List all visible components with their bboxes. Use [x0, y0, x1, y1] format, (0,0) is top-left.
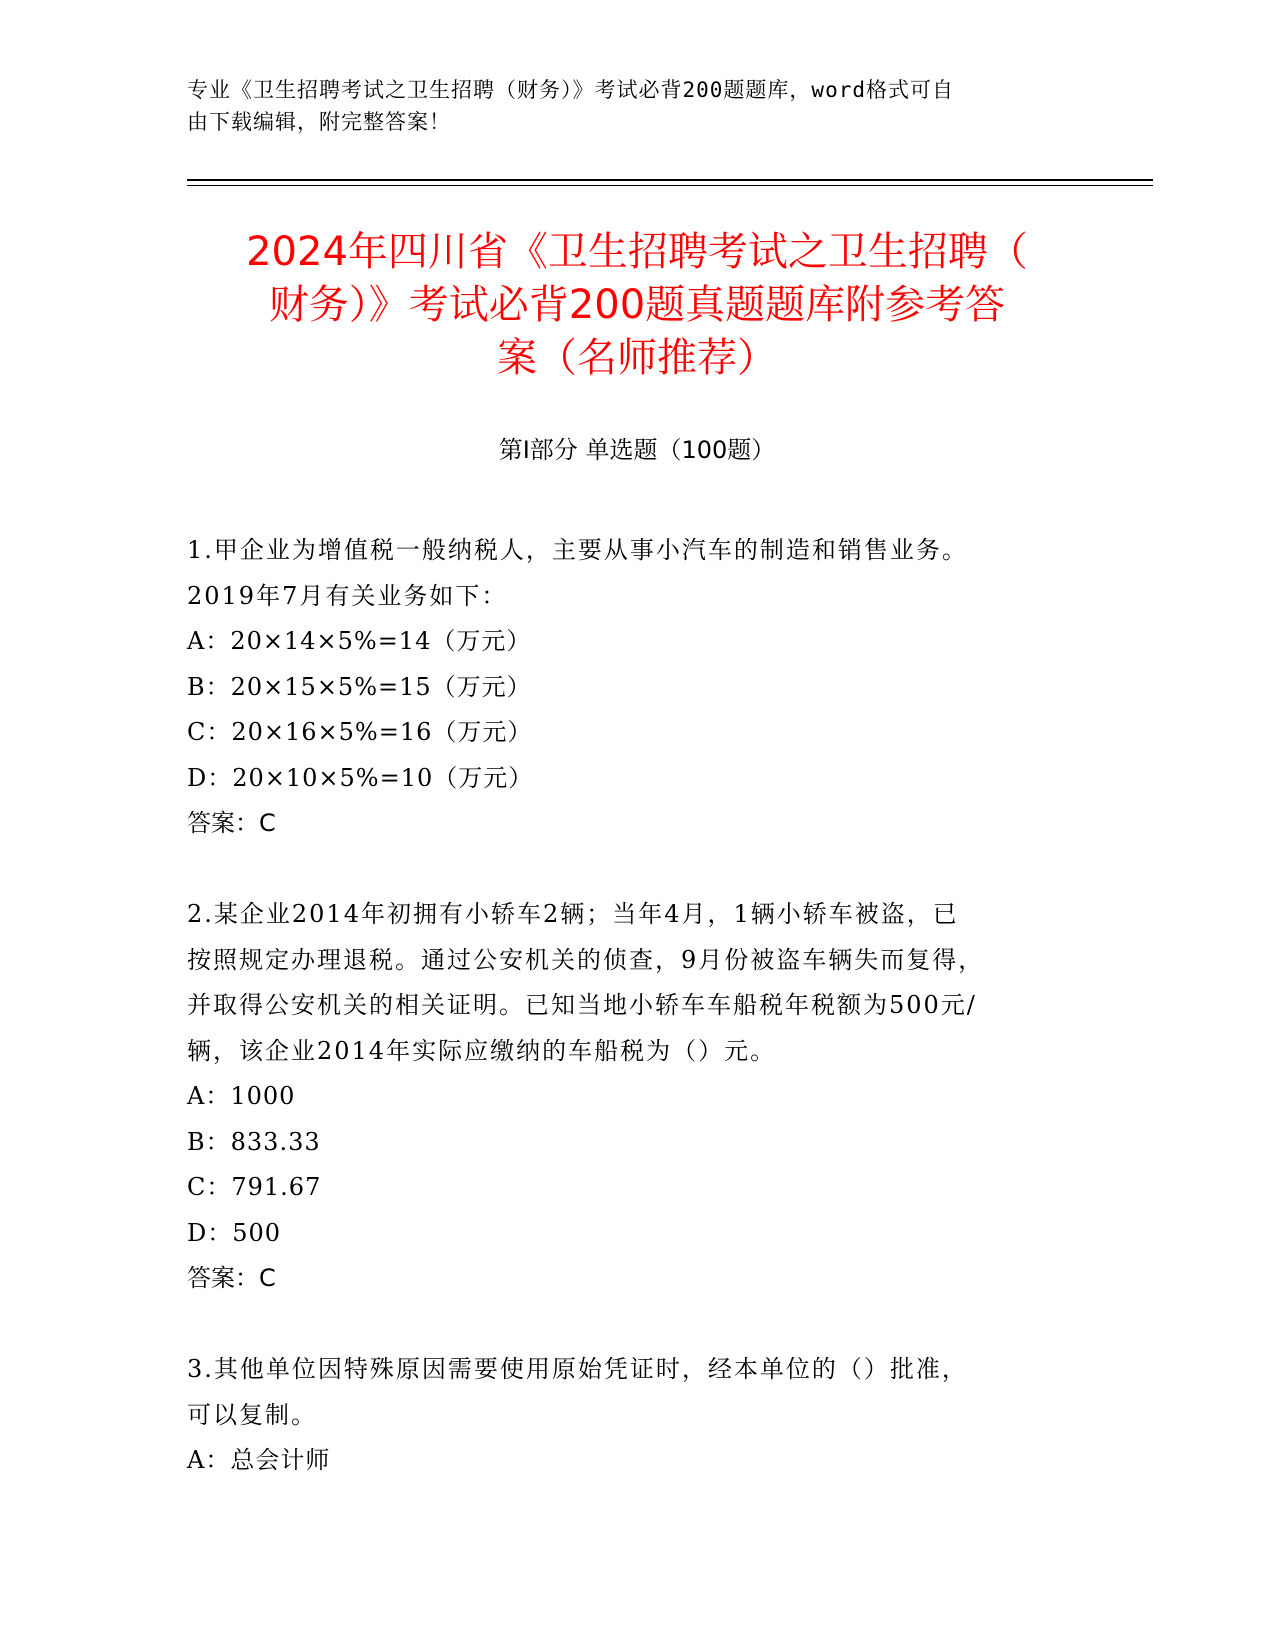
title-line: 财务）》考试必背200题真题题库附参考答 — [268, 282, 1006, 328]
header-note-line: 由下载编辑，附完整答案！ — [187, 110, 451, 134]
option-a: A：总会计师 — [187, 1446, 331, 1474]
option-b: B：833.33 — [187, 1127, 321, 1156]
answer: 答案：C — [187, 809, 276, 837]
question-stem-line: 2.某企业2014年初拥有小轿车2辆；当年4月，1辆小轿车被盗，已 — [187, 900, 959, 928]
question-stem-line: 辆，该企业2014年实际应缴纳的车船税为（）元。 — [187, 1036, 777, 1065]
option-a: A：1000 — [187, 1082, 296, 1110]
header-note-line: 专业《卫生招聘考试之卫生招聘（财务）》考试必背200题题库，word格式可自 — [187, 78, 954, 102]
answer: 答案：C — [187, 1264, 276, 1292]
option-c: C：20×16×5%=16（万元） — [187, 718, 533, 746]
document-title — [187, 226, 1087, 385]
header-rule-thin — [187, 185, 1153, 186]
title-line: 2024年四川省《卫生招聘考试之卫生招聘（ — [246, 229, 1028, 275]
option-d: D：500 — [187, 1218, 282, 1247]
question-stem-line: 1.甲企业为增值税一般纳税人，主要从事小汽车的制造和销售业务。 — [187, 536, 968, 564]
section-title: 第Ⅰ部分 单选题（100题） — [498, 436, 776, 464]
question-list — [187, 528, 1087, 1529]
question-1 — [187, 528, 1087, 847]
question-stem-line: 可以复制。 — [187, 1400, 317, 1429]
option-c: C：791.67 — [187, 1173, 322, 1201]
title-line: 案（名师推荐） — [497, 335, 777, 381]
question-stem-line: 按照规定办理退税。通过公安机关的侦查，9月份被盗车辆失而复得， — [187, 945, 985, 974]
question-stem-line: 3.其他单位因特殊原因需要使用原始凭证时，经本单位的（）批准， — [187, 1355, 968, 1383]
header-note — [187, 74, 1067, 138]
option-b: B：20×15×5%=15（万元） — [187, 672, 532, 701]
question-2 — [187, 892, 1087, 1302]
question-stem-line: 2019年7月有关业务如下： — [187, 581, 508, 610]
option-a: A：20×14×5%=14（万元） — [187, 627, 532, 655]
question-3 — [187, 1347, 1087, 1484]
option-d: D：20×10×5%=10（万元） — [187, 763, 534, 792]
question-stem-line: 并取得公安机关的相关证明。已知当地小轿车车船税年税额为500元/ — [187, 991, 977, 1019]
header-rule-thick — [187, 179, 1153, 181]
